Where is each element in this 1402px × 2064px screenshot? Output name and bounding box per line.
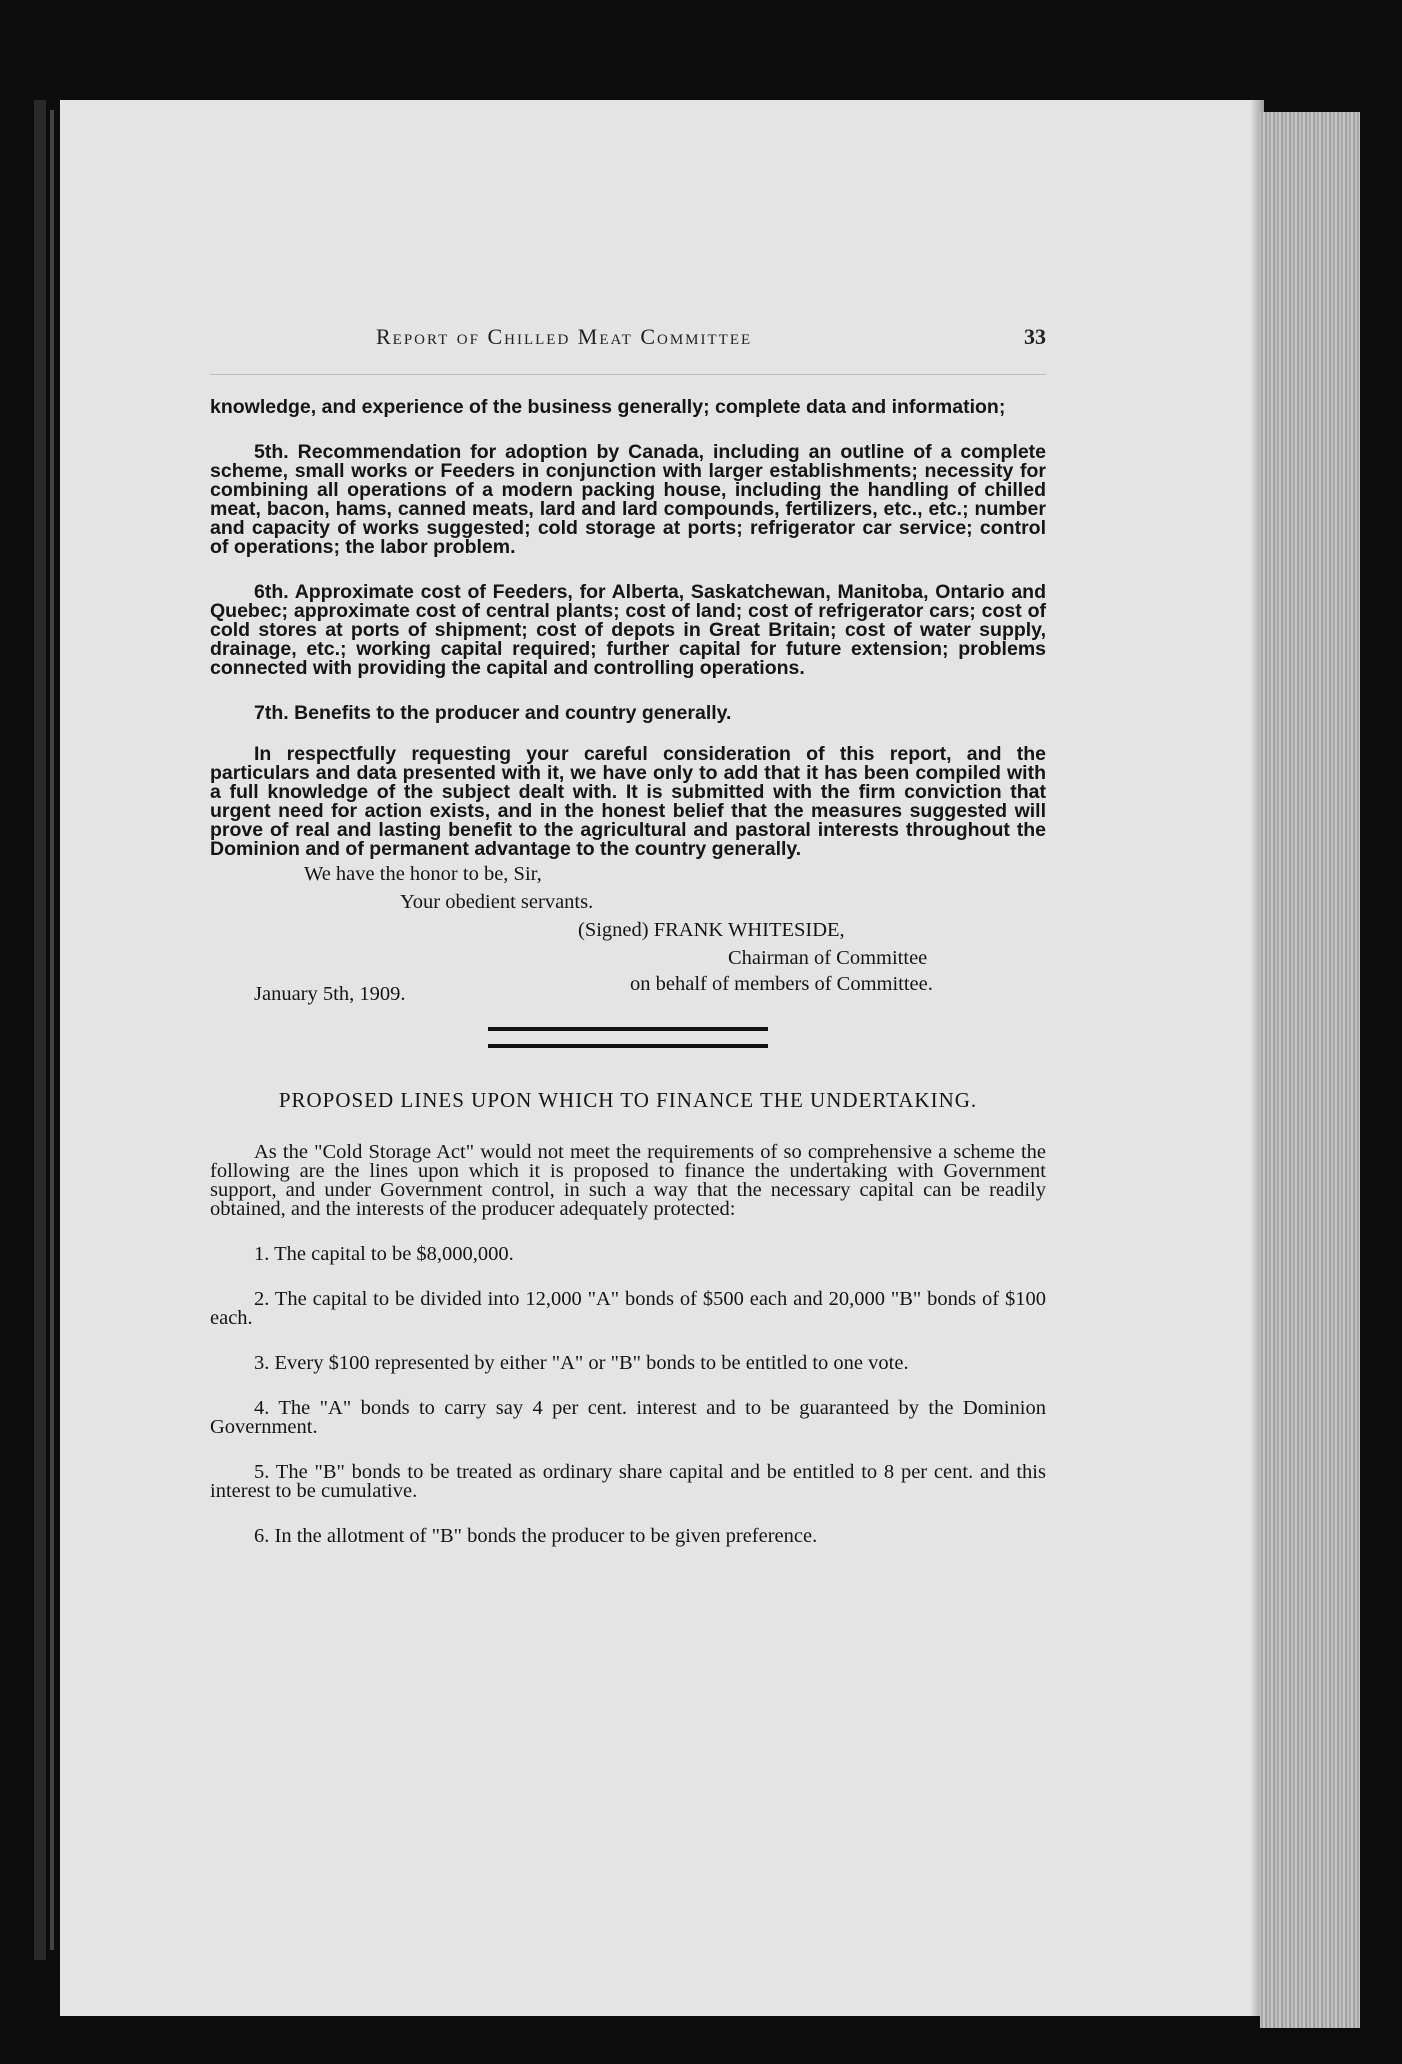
paragraph-6th: 6th. Approximate cost of Feeders, for Alberta, Saskatchewan, Manitoba, Ontario and Quebec; approximate cost of central plants; cost of land; cost of refrigerator cars; cost of cold stores at ports of shipment; cost of depots in Great Britain; cost of water supply, drainage, etc.; working capital required; further capital for future extension; problems connected with providing the capital and controlling operations.: [210, 581, 1046, 679]
finance-item-4: 4. The "A" bonds to carry say 4 per cent. interest and to be guaranteed by the Dominion Government.: [210, 1397, 1046, 1438]
section-intro: As the "Cold Storage Act" would not meet the requirements of so comprehensive a scheme the following are the lines upon which it is proposed to finance the undertaking with Government support, and under Government control, in such a way that the necessary capital can be readily obtained, and the interests of the producer adequately protected:: [210, 1141, 1046, 1220]
finance-item-3: 3. Every $100 represented by either "A" or "B" bonds to be entitled to one vote.: [254, 1352, 909, 1374]
page-body: [210, 312, 1046, 1572]
paragraph-continuation: knowledge, and experience of the business generally; complete data and information;: [210, 396, 1006, 418]
left-page-gutter: [50, 110, 54, 1950]
paragraph-5th: 5th. Recommendation for adoption by Canada, including an outline of a complete scheme, small works or Feeders in conjunction with larger establishments; necessity for combining all operations of a modern packing house, including the handling of chilled meat, bacon, hams, canned meats, lard and lard compounds, fertilizers, etc., etc.; number and capacity of works suggested; cold storage at ports; refrigerator car service; control of operations; the labor problem.: [210, 441, 1046, 558]
signature-block: [210, 855, 1046, 1005]
book-edge-pages: [1260, 112, 1360, 2028]
finance-item-5: 5. The "B" bonds to be treated as ordinary share capital and be entitled to 8 per cent. and this interest to be cumulative.: [210, 1461, 1046, 1502]
page-number: 33: [1024, 324, 1046, 349]
finance-item-1: 1. The capital to be $8,000,000.: [254, 1243, 514, 1265]
closing-honor: We have the honor to be, Sir,: [304, 863, 542, 885]
paragraph-closing: In respectfully requesting your careful consideration of this report, and the particulars and data presented with it, we have only to add that it has been compiled with a full knowledge of the subject dealt with. It is submitted with the firm conviction that urgent need for action exists, and in the honest belief that the measures suggested will prove of real and lasting benefit to the agricultural and pastoral interests throughout the Dominion and of permanent advantage to the country generally.: [210, 743, 1046, 860]
paragraph-7th: 7th. Benefits to the producer and country generally.: [254, 702, 732, 724]
closing-signed: (Signed) FRANK WHITESIDE,: [578, 919, 845, 941]
closing-role: Chairman of Committee: [728, 947, 928, 969]
finance-item-2: 2. The capital to be divided into 12,000 "A" bonds of $500 each and 20,000 "B" bonds of $100 each.: [210, 1288, 1046, 1329]
header-title: Report of Chilled Meat Committee: [376, 324, 753, 349]
closing-behalf: on behalf of members of Committee.: [630, 973, 933, 995]
closing-servants: Your obedient servants.: [400, 891, 594, 913]
section-heading: PROPOSED LINES UPON WHICH TO FINANCE THE UNDERTAKING.: [278, 1088, 978, 1112]
finance-item-6: 6. In the allotment of "B" bonds the producer to be given preference.: [254, 1525, 818, 1547]
left-page-edge: [34, 100, 46, 1960]
closing-date: January 5th, 1909.: [254, 983, 406, 1005]
section-divider: [488, 1027, 768, 1048]
